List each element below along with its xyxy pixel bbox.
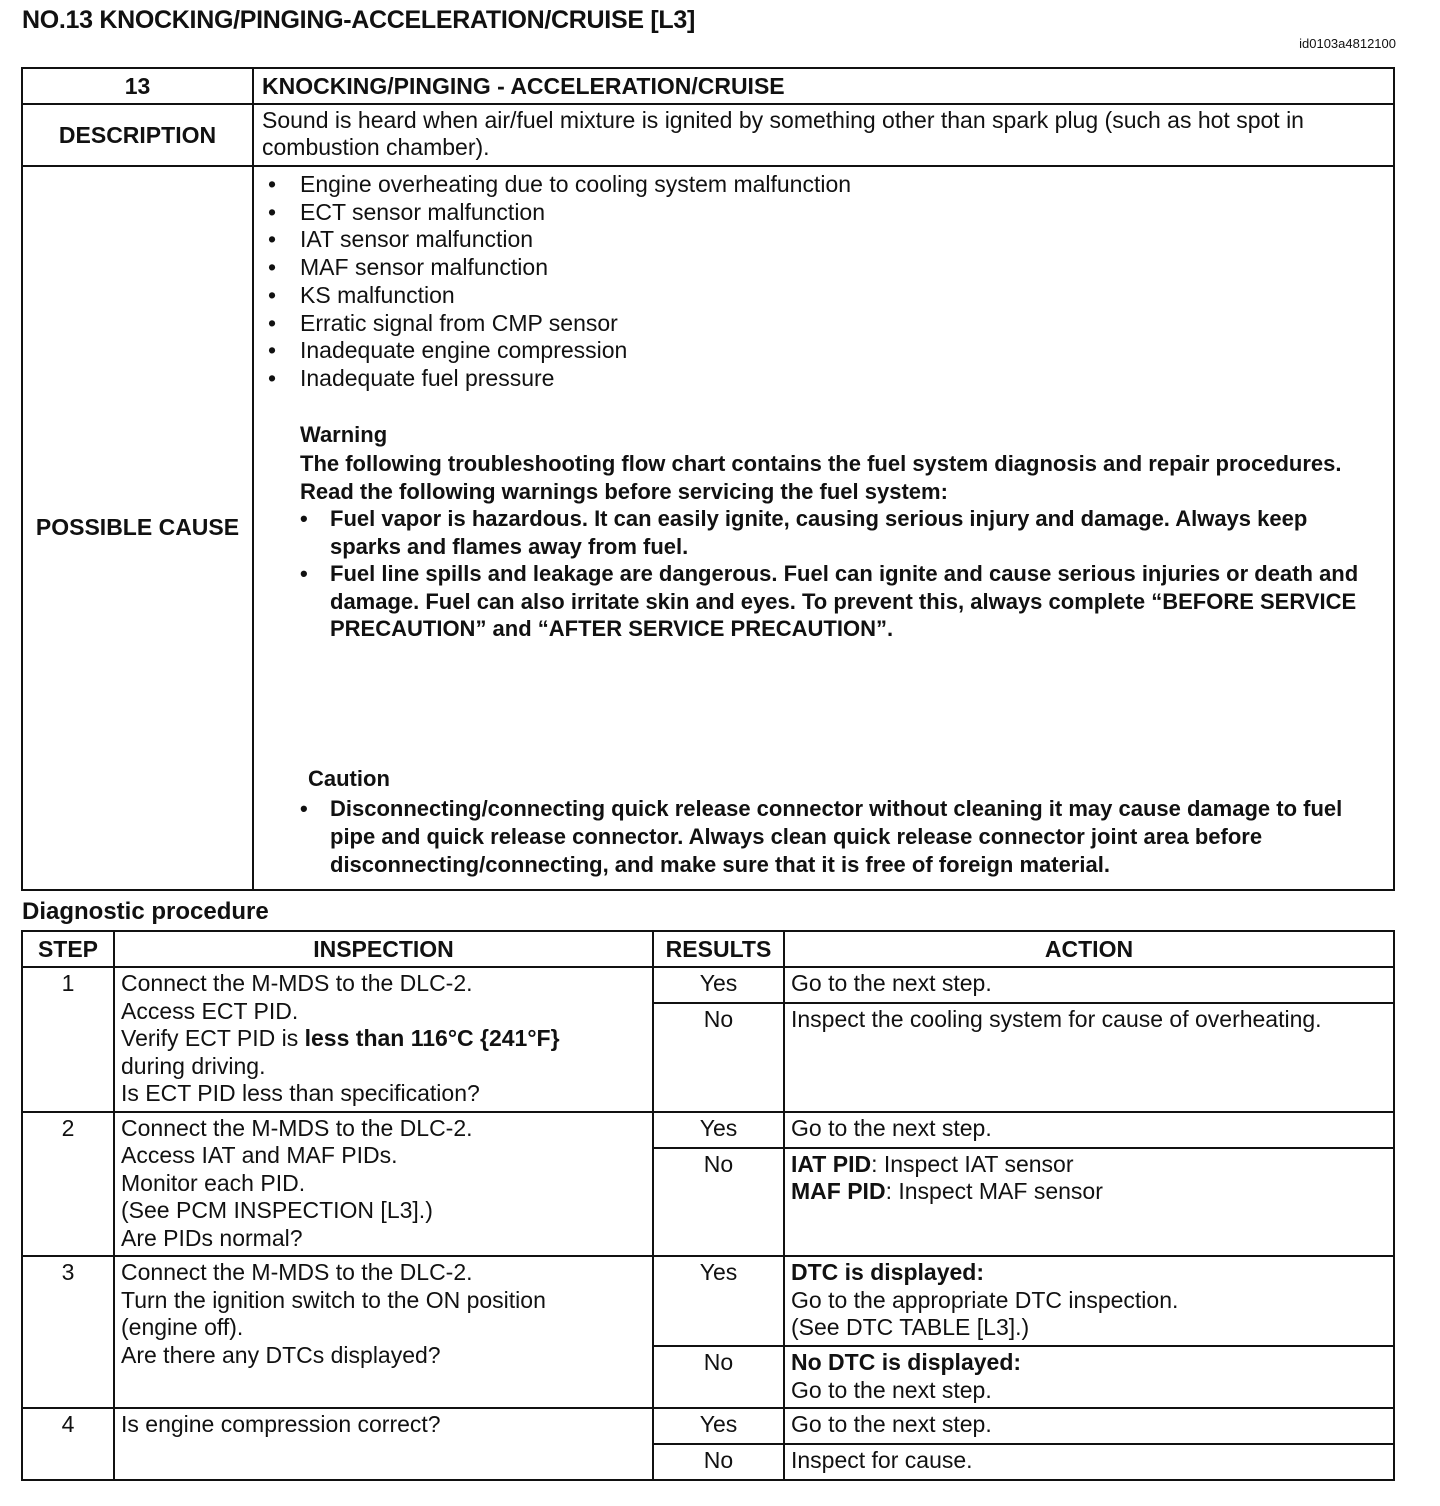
warning-block	[300, 421, 1379, 643]
action-yes: Go to the next step.	[784, 1408, 1394, 1444]
inspection-line: Is ECT PID less than specification?	[121, 1080, 480, 1106]
list-item: • ECT sensor malfunction	[268, 199, 1379, 227]
table-row	[22, 1112, 1394, 1148]
inspection-line: Monitor each PID.	[121, 1169, 306, 1196]
column-header-step: STEP	[22, 931, 114, 967]
inspection-cell	[114, 1112, 653, 1257]
list-item: • Erratic signal from CMP sensor	[268, 310, 1379, 338]
list-item: • Fuel line spills and leakage are dangerous. Fuel can ignite and cause serious injuries or death and damage. Fuel can also irritate skin and eyes. To prevent this, always complete “BEFORE SERVICE PRECAUTION” and “AFTER SERVICE PRECAUTION”.	[268, 560, 1379, 643]
result-no: No	[653, 1444, 784, 1480]
result-yes: Yes	[653, 1256, 784, 1346]
inspection-line: during driving.	[121, 1052, 266, 1079]
section-title: Diagnostic procedure	[22, 898, 269, 925]
symptom-number: 13	[22, 68, 253, 104]
inspection-line: Are PIDs normal?	[121, 1224, 303, 1251]
inspection-line: Turn the ignition switch to the ON position	[121, 1286, 546, 1313]
table-row	[22, 1256, 1394, 1346]
step-number: 4	[22, 1408, 114, 1480]
list-item: • KS malfunction	[268, 282, 1379, 310]
step-number: 1	[22, 967, 114, 1112]
column-header-inspection: INSPECTION	[114, 931, 653, 967]
inspection-line: Access ECT PID.	[121, 997, 299, 1024]
step-number: 2	[22, 1112, 114, 1257]
symptom-header-row	[22, 68, 1394, 104]
action-condition: No DTC is displayed:	[791, 1349, 1022, 1375]
warning-list	[268, 505, 1379, 643]
inspection-line: (engine off).	[121, 1314, 244, 1340]
inspection-spec-value: less than 116°C {241°F}	[304, 1025, 560, 1051]
inspection-spec-line	[121, 1025, 652, 1053]
table-row	[22, 1408, 1394, 1444]
list-item: • Inadequate engine compression	[268, 337, 1379, 365]
result-no: No	[653, 1148, 784, 1256]
action-no	[784, 1346, 1394, 1408]
inspection-cell: Is engine compression correct?	[114, 1408, 653, 1480]
step-number: 3	[22, 1256, 114, 1408]
inspection-line: Connect the M-MDS to the DLC-2.	[121, 1114, 473, 1141]
possible-cause-label: POSSIBLE CAUSE	[22, 166, 253, 890]
caution-title: Caution	[308, 765, 390, 791]
inspection-line: Are there any DTCs displayed?	[121, 1341, 441, 1368]
action-text: : Inspect MAF sensor	[885, 1178, 1103, 1205]
table-row	[22, 967, 1394, 1003]
list-item: • Engine overheating due to cooling system malfunction	[268, 171, 1379, 199]
diagnostic-table	[21, 930, 1395, 1481]
action-line	[791, 1178, 1393, 1206]
column-header-results: RESULTS	[653, 931, 784, 967]
possible-cause-row	[22, 166, 1394, 890]
result-no: No	[653, 1003, 784, 1111]
inspection-line: Connect the M-MDS to the DLC-2.	[121, 970, 473, 996]
symptom-title: KNOCKING/PINGING - ACCELERATION/CRUISE	[253, 68, 1394, 104]
result-yes: Yes	[653, 967, 784, 1003]
action-no	[784, 1148, 1394, 1256]
result-yes: Yes	[653, 1408, 784, 1444]
inspection-cell	[114, 1256, 653, 1408]
list-item: • Disconnecting/connecting quick release connector without cleaning it may cause damage to fuel pipe and quick release connector. Always clean quick release connector joint area before disconnecting/connecting, and make sure that it is free of foreign material.	[268, 795, 1379, 879]
action-key: MAF PID	[791, 1178, 886, 1205]
action-yes: Go to the next step.	[784, 1112, 1394, 1148]
possible-cause-content	[253, 166, 1394, 890]
caution-block	[308, 765, 1379, 879]
inspection-line: (See PCM INSPECTION [L3].)	[121, 1197, 433, 1223]
action-line: Go to the appropriate DTC inspection.	[791, 1286, 1179, 1313]
action-condition: DTC is displayed:	[791, 1259, 984, 1285]
document-id: id0103a4812100	[1299, 36, 1396, 51]
column-header-action: ACTION	[784, 931, 1394, 967]
warning-intro: The following troubleshooting flow chart contains the fuel system diagnosis and repair procedures. Read the following warnings before servicing the fuel system:	[300, 451, 1342, 504]
action-line	[791, 1151, 1393, 1179]
action-text: : Inspect IAT sensor	[871, 1150, 1074, 1177]
action-yes	[784, 1256, 1394, 1346]
inspection-line: Access IAT and MAF PIDs.	[121, 1142, 398, 1168]
table-header-row	[22, 931, 1394, 967]
page-title: NO.13 KNOCKING/PINGING-ACCELERATION/CRUISE [L3]	[22, 6, 695, 34]
result-no: No	[653, 1346, 784, 1408]
cause-list	[268, 171, 1379, 393]
action-no: Inspect the cooling system for cause of overheating.	[784, 1003, 1394, 1111]
list-item: • Fuel vapor is hazardous. It can easily ignite, causing serious injury and damage. Always keep sparks and flames away from fuel.	[268, 505, 1379, 560]
result-yes: Yes	[653, 1112, 784, 1148]
symptom-info-table	[21, 67, 1395, 891]
list-item: • IAT sensor malfunction	[268, 226, 1379, 254]
inspection-line: Connect the M-MDS to the DLC-2.	[121, 1259, 473, 1285]
list-item: • MAF sensor malfunction	[268, 254, 1379, 282]
description-row	[22, 104, 1394, 166]
description-text: Sound is heard when air/fuel mixture is ignited by something other than spark plug (such as hot spot in combustion chamber).	[253, 104, 1394, 166]
action-yes: Go to the next step.	[784, 967, 1394, 1003]
list-item: • Inadequate fuel pressure	[268, 365, 1379, 393]
inspection-cell	[114, 967, 653, 1112]
action-key: IAT PID	[791, 1150, 872, 1177]
action-line: (See DTC TABLE [L3].)	[791, 1314, 1030, 1340]
action-no: Inspect for cause.	[784, 1444, 1394, 1480]
warning-title: Warning	[300, 421, 388, 447]
description-label: DESCRIPTION	[22, 104, 253, 166]
action-line: Go to the next step.	[791, 1376, 992, 1403]
caution-list	[268, 795, 1379, 879]
inspection-spec-prefix: Verify ECT PID is	[121, 1025, 305, 1051]
